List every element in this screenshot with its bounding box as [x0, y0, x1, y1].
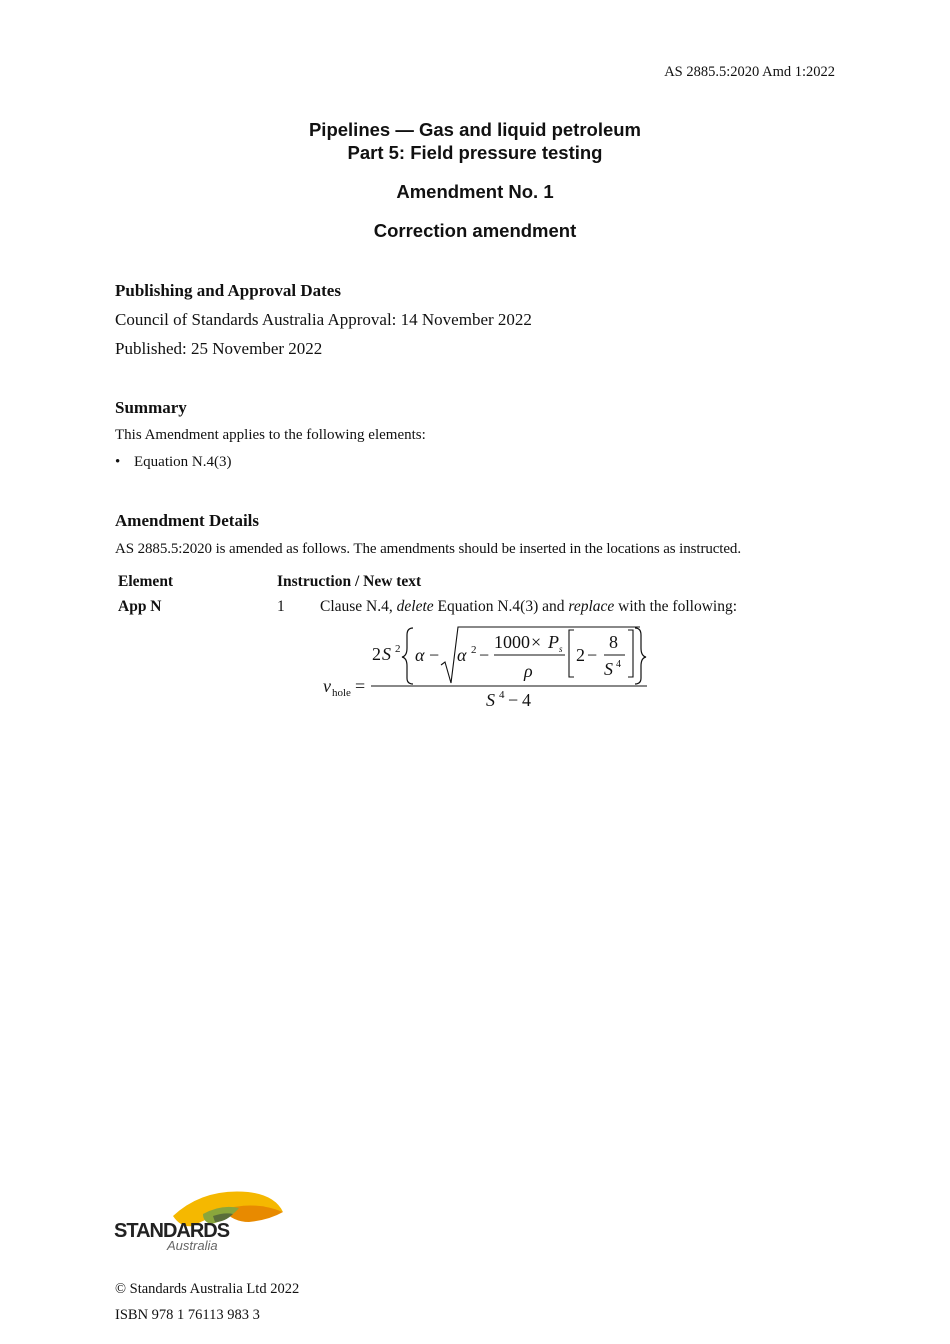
logo-subtext: Australia — [167, 1238, 218, 1253]
row-number: 1 — [277, 598, 285, 615]
eq-p-sub: s — [559, 644, 563, 654]
eq-minus-1: − — [429, 645, 440, 665]
eq-times: × — [531, 632, 542, 652]
summary-heading: Summary — [115, 398, 187, 417]
dates-heading: Publishing and Approval Dates — [115, 281, 341, 300]
eq-coef-2: 2 — [372, 644, 381, 664]
eq-den-s: S — [486, 690, 495, 710]
eq-s-2: S — [604, 659, 613, 679]
amendment-number: Amendment No. 1 — [396, 181, 554, 202]
eq-two: 2 — [576, 645, 585, 665]
column-header-element: Element — [118, 573, 174, 590]
row-element: App N — [118, 598, 162, 615]
bullet-icon: • — [115, 454, 121, 470]
eq-lhs-v: v — [323, 676, 331, 696]
title-line-1: Pipelines — Gas and liquid petroleum — [308, 119, 642, 140]
summary-list-item — [115, 454, 231, 471]
approval-date: Council of Standards Australia Approval: 14 November 2022 — [115, 310, 532, 329]
eq-den-exp: 4 — [499, 689, 505, 701]
document-reference: AS 2885.5:2020 Amd 1:2022 — [664, 64, 835, 80]
summary-item-text: Equation N.4(3) — [134, 454, 232, 470]
eq-equals: = — [355, 676, 366, 696]
eq-s: S — [382, 644, 391, 664]
eq-alpha-2: α — [457, 645, 467, 665]
eq-rho: ρ — [524, 661, 533, 681]
instruction-text-b: Equation N.4(3) and — [433, 598, 569, 615]
equation-n4-3 — [315, 622, 655, 717]
eq-lhs-sub: hole — [332, 687, 351, 699]
copyright: © Standards Australia Ltd 2022 — [115, 1281, 300, 1297]
eq-den-four: 4 — [522, 690, 531, 710]
eq-minus-3: − — [587, 645, 598, 665]
eq-s-exp-2: 4 — [616, 659, 621, 670]
instruction-replace: replace — [568, 598, 615, 615]
eq-alpha: α — [415, 645, 425, 665]
details-intro: AS 2885.5:2020 is amended as follows. The amendments should be inserted in the locations as instructed. — [115, 541, 741, 557]
column-header-instruction: Instruction / New text — [277, 573, 422, 590]
isbn: ISBN 978 1 76113 983 3 — [115, 1307, 260, 1323]
eq-right-brace — [635, 628, 646, 684]
eq-den-minus: − — [508, 690, 519, 710]
amendment-type: Correction amendment — [373, 220, 577, 241]
eq-s-exp: 2 — [395, 643, 401, 655]
instruction-text-c: with the following: — [614, 598, 737, 615]
title-line-2: Part 5: Field pressure testing — [347, 142, 603, 163]
eq-left-bracket — [569, 630, 574, 677]
document-title — [0, 118, 950, 164]
eq-left-brace — [402, 628, 413, 684]
row-instruction — [320, 598, 737, 616]
eq-alpha-exp: 2 — [471, 644, 477, 656]
eq-minus-2: − — [479, 645, 490, 665]
eq-1000: 1000 — [494, 632, 530, 652]
eq-p: P — [548, 632, 559, 652]
published-date: Published: 25 November 2022 — [115, 339, 323, 358]
standards-australia-logo — [113, 1186, 293, 1256]
eq-right-bracket — [628, 630, 633, 677]
instruction-text-a: Clause N.4, — [320, 598, 397, 615]
summary-intro: This Amendment applies to the following elements: — [115, 427, 426, 443]
instruction-delete: delete — [396, 598, 434, 615]
eq-eight: 8 — [609, 632, 618, 652]
details-heading: Amendment Details — [115, 511, 260, 530]
logo-wordmark: STANDARDS — [114, 1220, 230, 1242]
